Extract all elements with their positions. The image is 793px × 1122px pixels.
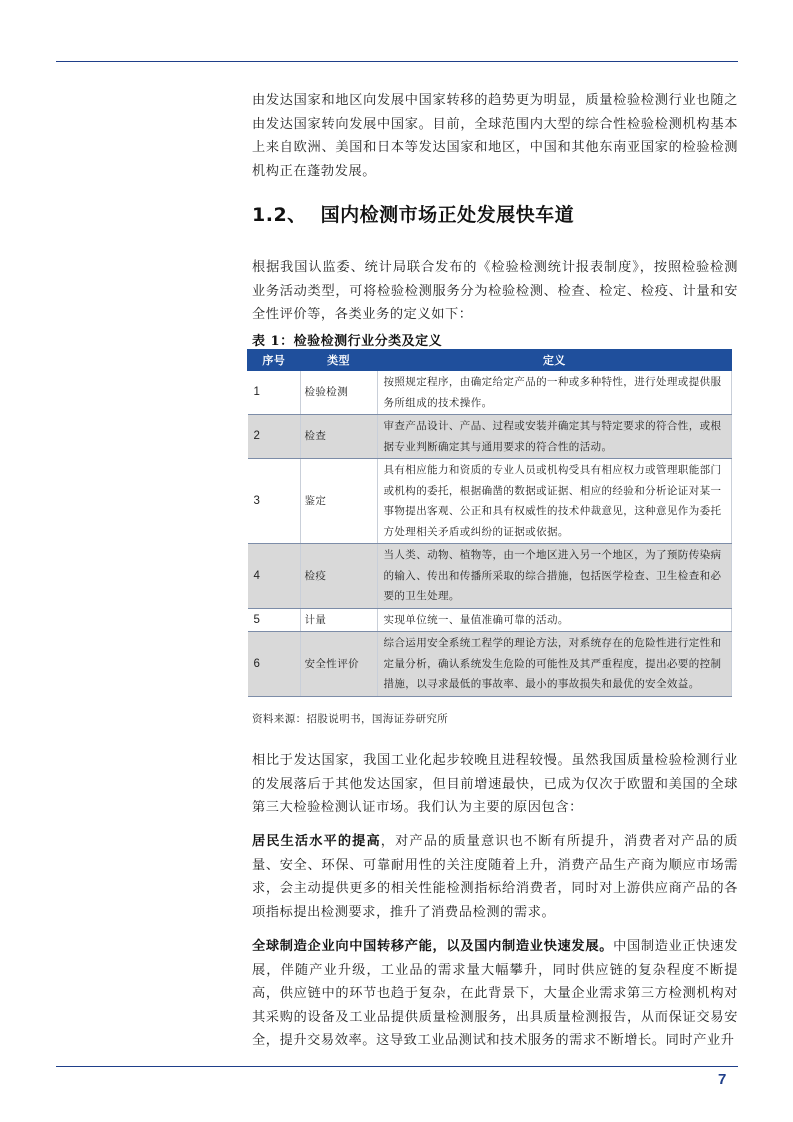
row-type: 鉴定	[300, 459, 377, 544]
table-header-row	[248, 350, 732, 371]
section-intro-paragraph: 根据我国认监委、统计局联合发布的《检验检测统计报表制度》，按照检验检测业务活动类型，可将检验检测服务分为检验检测、检查、检定、检疫、计量和安全性评价等，各类业务的定义如下：	[252, 260, 738, 322]
row-type: 检疫	[300, 544, 377, 609]
table-row	[248, 415, 732, 459]
row-id: 5	[248, 608, 301, 632]
section-heading	[252, 200, 738, 227]
row-definition: 综合运用安全系统工程学的理论方法，对系统存在的危险性进行定性和定量分析，确认系统发生危险的可能性及其严重程度，提出必要的控制措施，以寻求最低的事故率、最小的事故损失和最优的安全效益。	[377, 632, 732, 697]
row-definition: 实现单位统一、量值准确可靠的活动。	[377, 608, 732, 632]
row-type: 计量	[300, 608, 377, 632]
table-title: 表 1：检验检测行业分类及定义	[252, 334, 443, 349]
intro-paragraph: 由发达国家和地区向发展中国家转移的趋势更为明显，质量检验检测行业也随之由发达国家转向发展中国家。目前，全球范围内大型的综合性检验检测机构基本上来自欧洲、美国和日本等发达国家和地区，中国和其他东南亚国家的检验检测机构正在蓬勃发展。	[252, 93, 738, 179]
reason-paragraph-manufacturing	[252, 935, 738, 1053]
reason-paragraph-living-standards	[252, 830, 738, 924]
section-number: 1.2、	[252, 204, 307, 226]
reason-body: ，对产品的质量意识也不断有所提升，消费者对产品的质量、安全、环保、可靠耐用性的关注度随着上升，消费产品生产商为顺应市场需求，会主动提供更多的相关性能检测指标给消费者，同时对上游供应商产品的各项指标提出检测要求，推升了消费品检测的需求。	[252, 834, 739, 920]
reason-lead: 居民生活水平的提高	[252, 834, 381, 849]
row-definition: 审查产品设计、产品、过程或安装并确定其与特定要求的符合性，或根据专业判断确定其与通用要求的符合性的活动。	[377, 415, 732, 459]
header-definition: 定义	[377, 350, 732, 371]
table-row	[248, 459, 732, 544]
reason-body: 中国制造业正快速发展，伴随产业升级，工业品的需求量大幅攀升，同时供应链的复杂程度不断提高，供应链中的环节也趋于复杂，在此背景下，大量企业需求第三方检测机构对其采购的设备及工业品提供质量检测服务，出具质量检测报告，从而保证交易安全，提升交易效率。这导致工业品测试和技术服务的需求不断增长。同时产业升	[252, 939, 738, 1048]
table-row	[248, 632, 732, 697]
page-number: 7	[718, 1071, 727, 1088]
row-type: 检查	[300, 415, 377, 459]
row-id: 6	[248, 632, 301, 697]
row-id: 1	[248, 371, 301, 415]
section-title: 国内检测市场正处发展快车道	[320, 204, 575, 226]
comparison-paragraph: 相比于发达国家，我国工业化起步较晚且进程较慢。虽然我国质量检验检测行业的发展落后于其他发达国家，但目前增速最快，已成为仅次于欧盟和美国的全球第三大检验检测认证市场。我们认为主要的原因包含：	[252, 753, 738, 815]
header-rule	[56, 61, 738, 62]
row-type: 检验检测	[300, 371, 377, 415]
row-type: 安全性评价	[300, 632, 377, 697]
table-row	[248, 544, 732, 609]
row-id: 3	[248, 459, 301, 544]
classification-table	[247, 349, 732, 697]
header-type: 类型	[300, 350, 377, 371]
row-id: 4	[248, 544, 301, 609]
table-row	[248, 371, 732, 415]
footer-rule	[56, 1066, 738, 1067]
row-definition: 按照规定程序，由确定给定产品的一种或多种特性，进行处理或提供服务所组成的技术操作。	[377, 371, 732, 415]
row-id: 2	[248, 415, 301, 459]
reason-lead: 全球制造企业向中国转移产能，以及国内制造业快速发展。	[252, 939, 614, 954]
header-id: 序号	[248, 350, 301, 371]
table-row	[248, 608, 732, 632]
table-source-note: 资料来源：招股说明书，国海证券研究所	[252, 713, 449, 725]
row-definition: 当人类、动物、植物等，由一个地区进入另一个地区，为了预防传染病的输入、传出和传播所采取的综合措施，包括医学检查、卫生检查和必要的卫生处理。	[377, 544, 732, 609]
row-definition: 具有相应能力和资质的专业人员或机构受具有相应权力或管理职能部门或机构的委托，根据确凿的数据或证据、相应的经验和分析论证对某一事物提出客观、公正和具有权威性的技术仲裁意见，这种意见作为委托方处理相关矛盾或纠纷的证据或依据。	[377, 459, 732, 544]
